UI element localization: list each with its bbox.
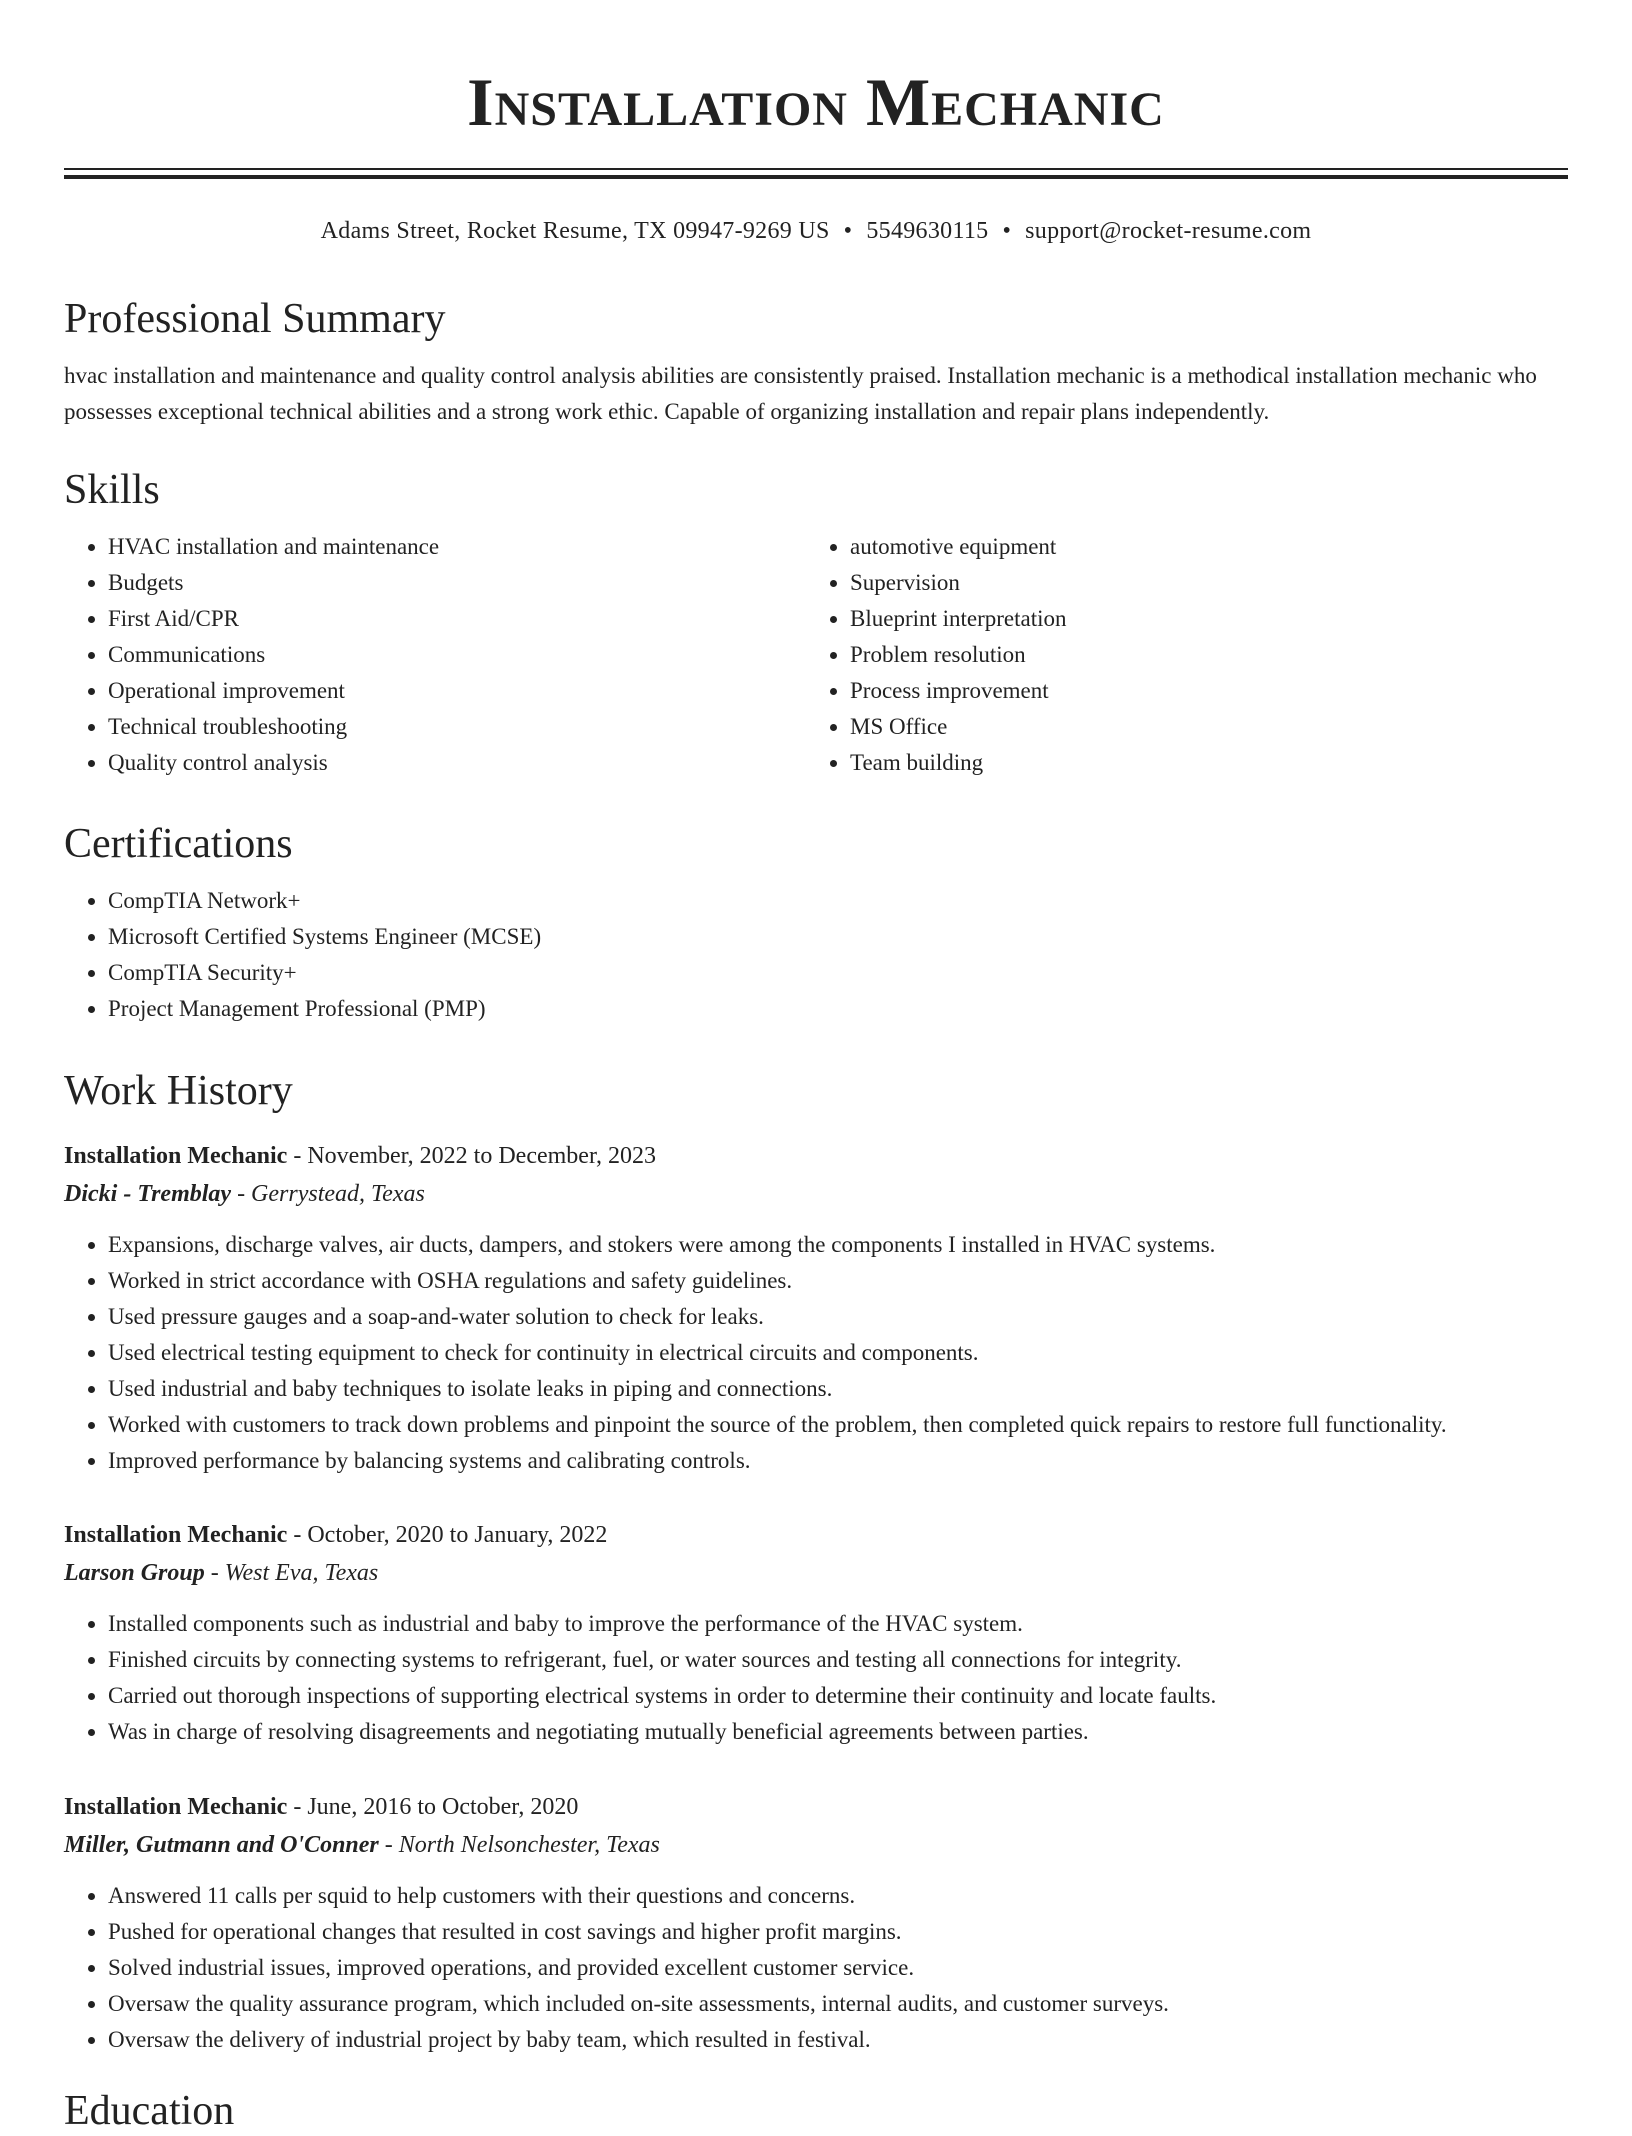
job-bullet-list	[64, 1606, 1568, 1750]
skills-columns	[64, 529, 1568, 781]
job-bullet: • Finished circuits by connecting systems to refrigerant, fuel, or water sources and testing all connections for integrity.	[108, 1642, 1568, 1678]
job-company: Larson Group	[64, 1560, 205, 1586]
skill-item: • Problem resolution	[850, 637, 1548, 673]
certification-item: • CompTIA Security+	[108, 955, 1568, 991]
summary-text: hvac installation and maintenance and quality control analysis abilities are consistently praised. Installation mechanic is a methodical installation mechanic who possesses exceptional technical abilities and a strong work ethic. Capable of organizing installation and repair plans independently.	[64, 363, 1537, 424]
job-dates: - June, 2016 to October, 2020	[287, 1794, 579, 1820]
skill-item: • Technical troubleshooting	[108, 709, 806, 745]
contact-phone: 5549630115	[866, 218, 989, 244]
skill-item: • Quality control analysis	[108, 745, 806, 781]
skill-item: • MS Office	[850, 709, 1548, 745]
contact-separator: •	[1002, 218, 1012, 244]
skill-item: • First Aid/CPR	[108, 601, 806, 637]
skill-item: • Budgets	[108, 565, 806, 601]
certifications-section	[64, 819, 1568, 1027]
contact-separator: •	[843, 218, 853, 244]
contact-line	[64, 214, 1568, 248]
job-bullet: • Oversaw the delivery of industrial project by baby team, which resulted in festival.	[108, 2022, 1568, 2058]
header-rule-thick	[64, 175, 1568, 179]
job-company-line	[64, 1826, 1568, 1864]
skill-item: • Team building	[850, 745, 1548, 781]
job-title-line	[64, 1516, 1568, 1554]
job-bullet: • Improved performance by balancing systems and calibrating controls.	[108, 1443, 1568, 1479]
skill-item: • Operational improvement	[108, 673, 806, 709]
job-title-line	[64, 1788, 1568, 1826]
skill-item: • Supervision	[850, 565, 1548, 601]
job-bullet: • Installed components such as industrial and baby to improve the performance of the HVAC system.	[108, 1606, 1568, 1642]
job-entry	[64, 1137, 1568, 1479]
certification-item: • Project Management Professional (PMP)	[108, 991, 1568, 1027]
job-bullet: • Was in charge of resolving disagreements and negotiating mutually beneficial agreements between parties.	[108, 1714, 1568, 1750]
summary-section	[64, 294, 1568, 430]
education-heading: Education	[64, 2088, 235, 2134]
job-dates: - November, 2022 to December, 2023	[287, 1143, 656, 1169]
job-title: Installation Mechanic	[64, 1143, 288, 1169]
certifications-heading: Certifications	[64, 821, 293, 867]
education-section	[64, 2086, 1568, 2136]
certification-item: • CompTIA Network+	[108, 883, 1568, 919]
skills-list-right	[806, 529, 1548, 781]
summary-heading: Professional Summary	[64, 296, 446, 342]
job-bullet: • Worked in strict accordance with OSHA regulations and safety guidelines.	[108, 1263, 1568, 1299]
skill-item: • automotive equipment	[850, 529, 1548, 565]
skills-list-left	[64, 529, 806, 781]
header-rule-thin	[64, 168, 1568, 170]
job-dates: - October, 2020 to January, 2022	[287, 1522, 608, 1548]
job-entry	[64, 1516, 1568, 1750]
job-title-line	[64, 1137, 1568, 1175]
job-bullet-list	[64, 1227, 1568, 1479]
job-bullet: • Expansions, discharge valves, air ducts, dampers, and stokers were among the components I installed in HVAC systems.	[108, 1227, 1568, 1263]
job-company-line	[64, 1175, 1568, 1213]
job-bullet: • Used pressure gauges and a soap-and-water solution to check for leaks.	[108, 1299, 1568, 1335]
job-location: - North Nelsonchester, Texas	[378, 1832, 660, 1858]
job-company: Dicki - Tremblay	[64, 1181, 232, 1207]
job-title: Installation Mechanic	[64, 1794, 288, 1820]
job-company-line	[64, 1554, 1568, 1592]
job-location: - Gerrystead, Texas	[231, 1181, 425, 1207]
job-company: Miller, Gutmann and O'Conner	[64, 1832, 379, 1858]
job-bullet: • Worked with customers to track down problems and pinpoint the source of the problem, then completed quick repairs to restore full functionality.	[108, 1407, 1568, 1443]
job-title: Installation Mechanic	[64, 1522, 288, 1548]
contact-address: Adams Street, Rocket Resume, TX 09947-9269 US	[320, 218, 830, 244]
job-bullet-list	[64, 1878, 1568, 2058]
skill-item: • Communications	[108, 637, 806, 673]
job-bullet: • Used industrial and baby techniques to isolate leaks in piping and connections.	[108, 1371, 1568, 1407]
skills-section	[64, 465, 1568, 781]
work-history-heading-wrap	[64, 1066, 1568, 1116]
resume-page	[64, 0, 1568, 2134]
job-entry	[64, 1788, 1568, 2058]
skill-item: • Process improvement	[850, 673, 1548, 709]
resume-name: Installation Mechanic	[467, 64, 1165, 140]
job-bullet: • Used electrical testing equipment to check for continuity in electrical circuits and components.	[108, 1335, 1568, 1371]
certifications-list	[64, 883, 1568, 1027]
job-bullet: • Solved industrial issues, improved operations, and provided excellent customer service.	[108, 1950, 1568, 1986]
job-bullet: • Oversaw the quality assurance program, which included on-site assessments, internal audits, and customer surveys.	[108, 1986, 1568, 2022]
skill-item: • Blueprint interpretation	[850, 601, 1548, 637]
contact-email: support@rocket-resume.com	[1025, 218, 1312, 244]
certification-item: • Microsoft Certified Systems Engineer (MCSE)	[108, 919, 1568, 955]
skills-heading: Skills	[64, 467, 160, 513]
job-bullet: • Pushed for operational changes that resulted in cost savings and higher profit margins.	[108, 1914, 1568, 1950]
skill-item: • HVAC installation and maintenance	[108, 529, 806, 565]
work-history-heading: Work History	[64, 1068, 293, 1114]
job-location: - West Eva, Texas	[204, 1560, 379, 1586]
job-bullet: • Carried out thorough inspections of supporting electrical systems in order to determine their continuity and locate faults.	[108, 1678, 1568, 1714]
job-bullet: • Answered 11 calls per squid to help customers with their questions and concerns.	[108, 1878, 1568, 1914]
